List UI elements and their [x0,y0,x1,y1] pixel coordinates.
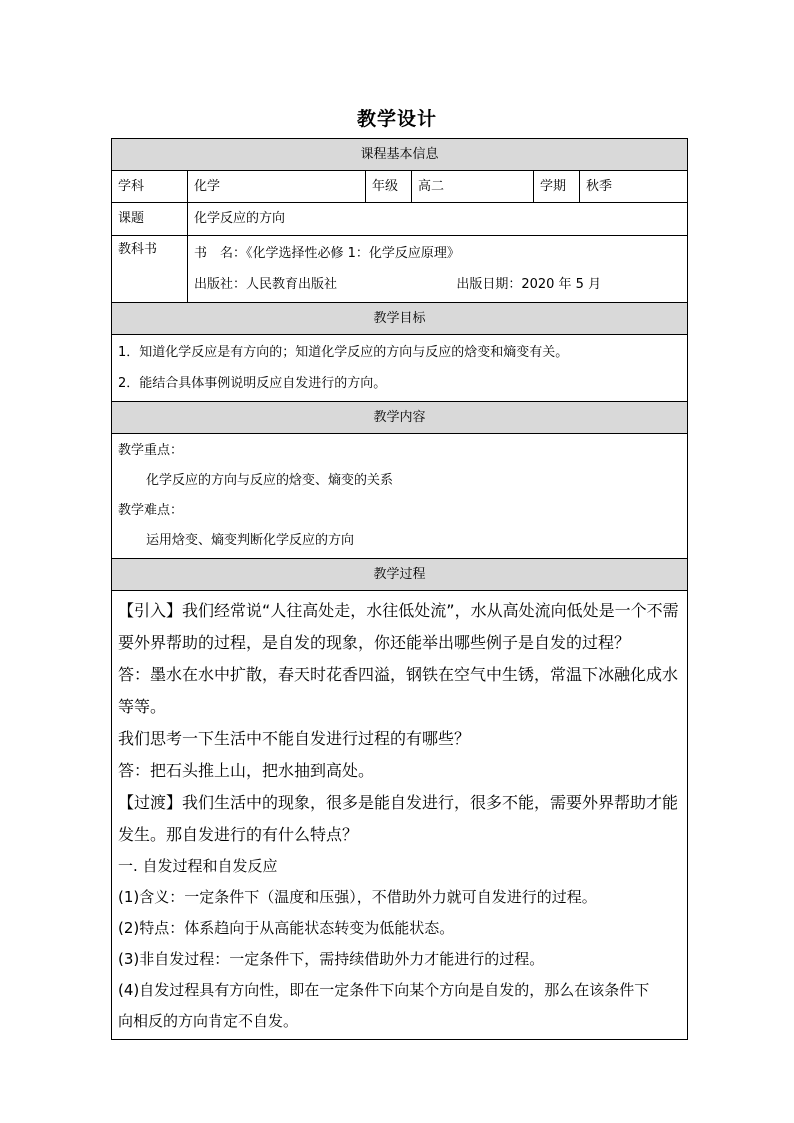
process-line: (1)含义：一定条件下（温度和压强），不借助外力就可自发进行的过程。 [118,888,597,906]
section-title: 教学过程 [112,559,688,591]
process-line: (2)特点：体系趋向于从高能状态转变为低能状态。 [118,919,455,937]
textbook-label: 教科书 [112,236,188,303]
process-line: 向相反的方向肯定不自发。 [118,1012,299,1030]
lesson-plan-table [111,138,688,1040]
process-line: 一. 自发过程和自发反应 [118,857,278,875]
difficulty-label: 教学难点： [118,503,184,518]
process-line: 答：把石头推上山，把水抽到高处。 [118,761,375,780]
difficulty-text: 运用焓变、熵变判断化学反应的方向 [146,533,355,548]
process-row [112,591,688,1040]
process-line: 要外界帮助的过程，是自发的现象，你还能举出哪些例子是自发的过程？ [118,633,631,652]
process-block [112,591,688,1040]
section-title: 教学内容 [112,402,688,434]
process-line: 【引入】我们经常说“人往高处走，水往低处流”，水从高处流向低处是一个不需 [118,601,679,620]
subject-value: 化学 [188,171,366,203]
process-line: (4)自发过程具有方向性，即在一定条件下向某个方向是自发的，那么在该条件下 [118,981,650,999]
textbook-row [112,236,688,303]
basic-info-row [112,171,688,203]
objective-item: 2．能结合具体事例说明反应自发进行的方向。 [118,376,387,391]
topic-value: 化学反应的方向 [188,203,688,236]
grade-label: 年级 [366,171,412,203]
section-title: 教学目标 [112,303,688,335]
grade-value: 高二 [412,171,534,203]
section-header-content [112,402,688,434]
section-header-process [112,559,688,591]
process-line: 等等。 [118,697,167,716]
book-name: 书 名：《化学选择性必修 1：化学反应原理》 [194,246,460,261]
section-header-objectives [112,303,688,335]
publisher: 出版社：人民教育出版社 [194,277,338,292]
topic-row [112,203,688,236]
subject-label: 学科 [112,171,188,203]
page-title: 教学设计 [356,108,437,130]
key-point-label: 教学重点： [118,443,184,458]
term-value: 秋季 [580,171,688,203]
process-line: 答：墨水在水中扩散，春天时花香四溢，钢铁在空气中生锈，常温下冰融化成水 [118,665,679,684]
process-line: (3)非自发过程：一定条件下，需持续借助外力才能进行的过程。 [118,950,545,968]
section-title: 课程基本信息 [112,139,688,171]
content-row [112,434,688,559]
publish-date: 出版日期：2020 年 5 月 [456,277,602,292]
process-line: 我们思考一下生活中不能自发进行过程的有哪些？ [118,729,471,748]
term-label: 学期 [534,171,580,203]
objectives-list [112,335,688,402]
objective-item: 1．知道化学反应是有方向的；知道化学反应的方向与反应的焓变和熵变有关。 [118,345,569,360]
content-block [112,434,688,559]
process-line: 发生。那自发进行的有什么特点？ [118,825,359,844]
key-point-text: 化学反应的方向与反应的焓变、熵变的关系 [146,473,394,488]
process-line: 【过渡】我们生活中的现象，很多是能自发进行，很多不能，需要外界帮助才能 [118,793,679,812]
objectives-row [112,335,688,402]
textbook-info [188,236,688,303]
topic-label: 课题 [112,203,188,236]
section-header-basic-info [112,139,688,171]
publish-info [194,269,681,300]
